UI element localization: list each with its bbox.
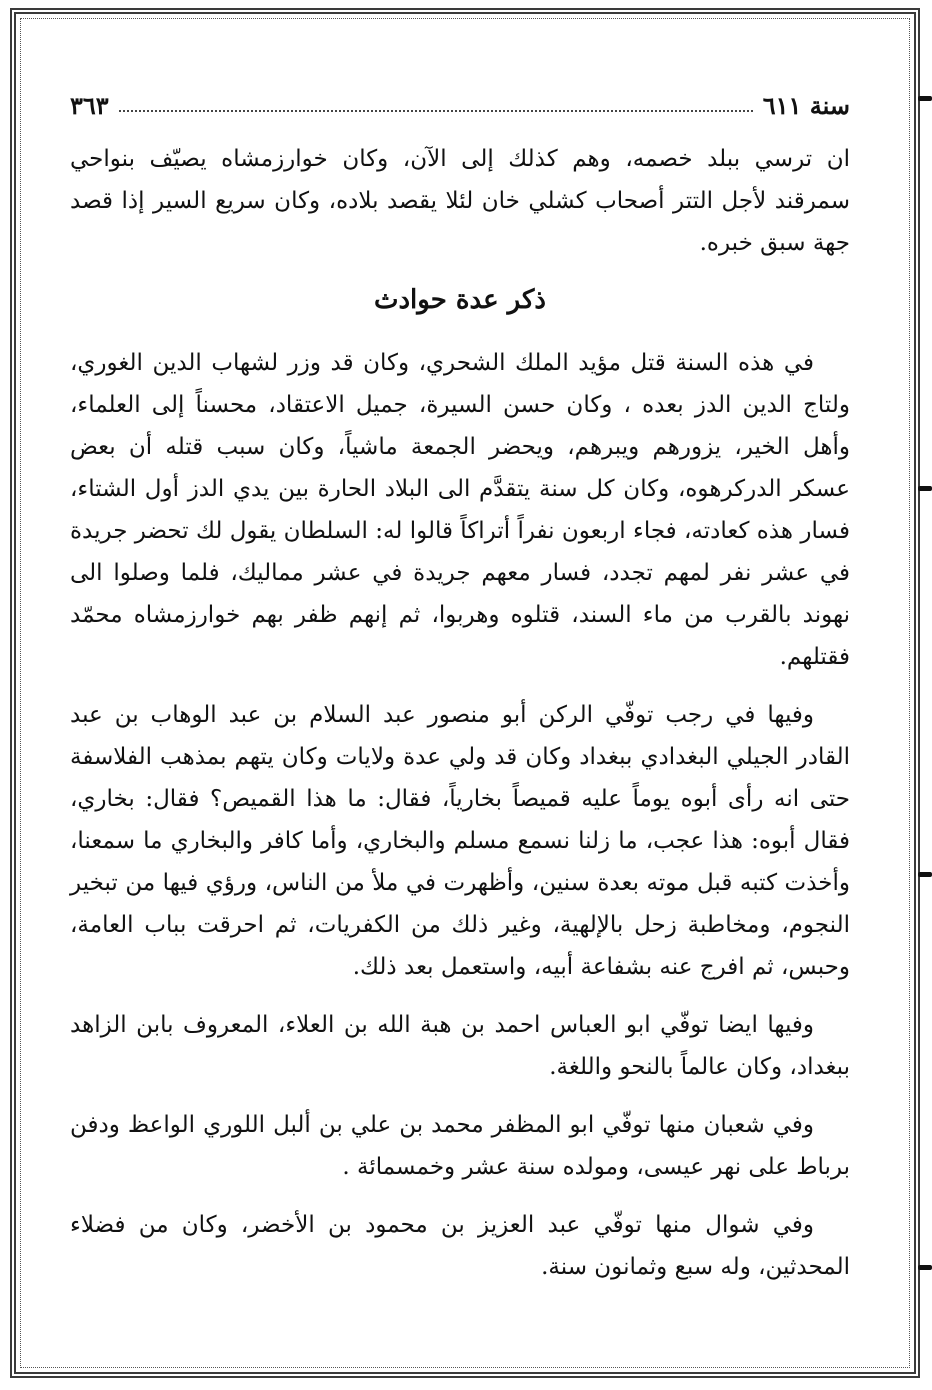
header-leader-dots: [119, 110, 753, 112]
paragraph: وفيها ايضا توفّي ابو العباس احمد بن هبة الله بن العلاء، المعروف بابن الزاهد ببغداد، وكان عالماً بالنحو واللغة.: [70, 1012, 850, 1080]
page-body: [70, 138, 850, 1304]
header-year: سنة ٦١١: [762, 91, 850, 120]
paragraph: في هذه السنة قتل مؤيد الملك الشحري، وكان قد وزر لشهاب الدين الغوري، ولتاج الدين الدز بعده ، وكان حسن السيرة، جميل الاعتقاد، محسناً إلى العلماء، وأهل الخير، يزورهم ويبرهم، ويحضر الجمعة ماشياً، وكان سبب قتله أن بعض عسكر الدركرهوه، وكان كل سنة يتقدَّم الى البلاد الحارة بين يدي الدز أول الشتاء، فسار هذه كعادته، فجاء اربعون نفراً أتراكاً قالوا له: السلطان يقول لك تحضر جريدة في عشر نفر لمهم تجدد، فسار معهم جريدة في عشر مماليك، فلما وصلوا الى نهوند بالقرب من ماء السند، قتلوه وهربوا، ثم إنهم ظفر بهم خوارزمشاه محمّد فقتلهم.: [70, 350, 850, 670]
margin-mark: [918, 1265, 932, 1270]
paragraph: ان ترسي ببلد خصمه، وهم كذلك إلى الآن، وكان خوارزمشاه يصيّف بنواحي سمرقند لأجل التتر أصحاب كشلي خان لئلا يقصد بلاده، وكان سريع السير إذا قصد جهة سبق خبره.: [70, 146, 850, 256]
paragraph: وفي شعبان منها توفّي ابو المظفر محمد بن علي بن ألبل اللوري الواعظ ودفن برباط على نهر عيسى، ومولده سنة عشر وخمسمائة .: [70, 1112, 850, 1180]
page-number: ٣٦٣: [70, 91, 109, 120]
margin-mark: [918, 872, 932, 877]
margin-mark: [918, 96, 932, 101]
paragraph: وفيها في رجب توفّي الركن أبو منصور عبد السلام بن عبد الوهاب بن عبد القادر الجيلي البغدادي ببغداد وكان قد ولي عدة ولايات وكان يتهم بمذهب الفلاسفة حتى انه رأى أبوه يوماً عليه قميصاً بخارياً، فقال: ما هذا القميص؟ فقال: بخاري، فقال أبوه: هذا عجب، ما زلنا نسمع مسلم والبخاري، وأما كافر والبخاري ما سمعنا، وأخذت كتبه قبل موته بعدة سنين، وأظهرت في ملأ من الناس، ورؤي فيها من تبخير النجوم، ومخاطبة زحل بالإلهية، وغير ذلك من الكفريات، ثم احرقت بباب العامة، وحبس، ثم افرج عنه بشفاعة أبيه، واستعمل بعد ذلك.: [70, 702, 850, 980]
paragraph: وفي شوال منها توفّي عبد العزيز بن محمود بن الأخضر، وكان من فضلاء المحدثين، وله سبع وثمانون سنة.: [70, 1212, 850, 1280]
running-header: [70, 86, 850, 120]
section-heading: ذكر عدة حوادث: [374, 285, 546, 315]
margin-mark: [918, 486, 932, 491]
